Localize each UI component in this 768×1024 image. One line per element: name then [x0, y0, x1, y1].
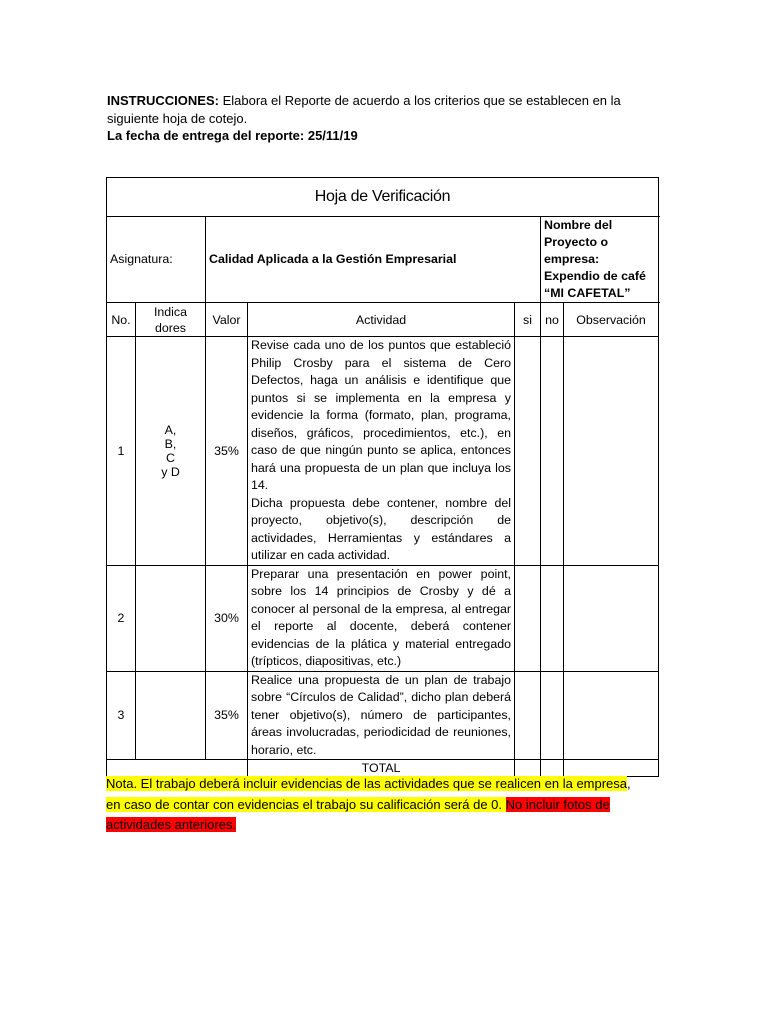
verification-sheet [106, 177, 659, 777]
instructions-label: INSTRUCCIONES: [107, 93, 219, 108]
sheet-title: Hoja de Verificación [107, 178, 659, 217]
instructions-text: Elabora el Reporte de acuerdo a los criterios que se establecen en la siguiente hoja de cotejo. [107, 93, 621, 126]
table-row [107, 671, 659, 760]
due-date-line: La fecha de entrega del reporte: 25/11/19 [107, 128, 358, 143]
row-indicators [136, 671, 206, 760]
table-row [107, 565, 659, 671]
header-no: No. [107, 303, 136, 337]
header-observation: Observación [564, 303, 659, 337]
note-block [106, 774, 646, 836]
header-activity: Actividad [248, 303, 515, 337]
row-indicators [136, 565, 206, 671]
indicator-item: y D [161, 464, 180, 479]
note-highlight-yellow: Nota. El trabajo deberá incluir evidencias de las actividades que se realicen en la empresa [106, 776, 628, 791]
row-yes-cell[interactable] [515, 565, 541, 671]
row-observation-cell[interactable] [564, 671, 659, 760]
row-value: 35% [206, 671, 248, 760]
header-indicators [136, 303, 206, 337]
activity-paragraph: Dicha propuesta debe contener, nombre del proyecto, objetivo(s), descripción de actividades, Herramientas y estándares a utilizar en cada actividad. [251, 495, 511, 562]
project-cell [541, 217, 659, 303]
row-observation-cell[interactable] [564, 565, 659, 671]
note-highlight-yellow-2: en caso de contar con evidencias el trabajo su calificación será de 0. [106, 796, 506, 812]
indicator-item: B, [164, 436, 177, 451]
row-no-cell[interactable] [541, 565, 564, 671]
project-label: Nombre del Proyecto o empresa: [544, 218, 613, 266]
row-no-cell[interactable] [541, 337, 564, 566]
row-number: 1 [107, 337, 136, 566]
row-indicators [136, 337, 206, 566]
row-yes-cell[interactable] [515, 671, 541, 760]
header-value: Valor [206, 303, 248, 337]
subject-label: Asignatura: [107, 217, 206, 303]
subject-value: Calidad Aplicada a la Gestión Empresarial [206, 217, 541, 303]
row-number: 3 [107, 671, 136, 760]
row-number: 2 [107, 565, 136, 671]
row-value: 30% [206, 565, 248, 671]
header-yes: si [515, 303, 541, 337]
note-highlight-red: No incluir fotos de actividades anteriores. [106, 796, 610, 832]
instructions-paragraph [107, 92, 667, 127]
instructions-block [107, 92, 667, 145]
header-indicators-line2: dores [155, 320, 186, 335]
note-separator: , [627, 776, 631, 791]
row-activity [248, 337, 515, 566]
row-yes-cell[interactable] [515, 337, 541, 566]
project-value: Expendio de café “MI CAFETAL” [544, 269, 646, 300]
row-activity: Preparar una presentación en power point, sobre los 14 principios de Crosby y dé a conocer al personal de la empresa, al entregar el reporte al docente, deberá contener evidencias de la plática y material entregado (trípticos, diapositivas, etc.) [248, 565, 515, 671]
row-no-cell[interactable] [541, 671, 564, 760]
header-no-col: no [541, 303, 564, 337]
indicator-item: C [166, 450, 175, 465]
activity-paragraph: Revise cada uno de los puntos que estableció Philip Crosby para el sistema de Cero Defectos, haga un análisis e identifique que puntos si se implementa en la empresa y evidencie la forma (formato, plan, programa, diseños, gráficos, procedimientos, etc.), en caso de que ningún punto se aplica, entonces hará una propuesta de un plan que incluya los 14. [251, 338, 511, 492]
row-observation-cell[interactable] [564, 337, 659, 566]
header-indicators-line1: Indica [153, 304, 188, 319]
row-activity: Realice una propuesta de un plan de trabajo sobre “Círculos de Calidad”, dicho plan deberá tener objetivo(s), número de participantes, áreas involucradas, periodicidad de reuniones, horario, etc. [248, 671, 515, 760]
total-label: TOTAL [248, 760, 515, 777]
table-row [107, 337, 659, 566]
indicator-item: A, [164, 422, 177, 437]
row-value: 35% [206, 337, 248, 566]
